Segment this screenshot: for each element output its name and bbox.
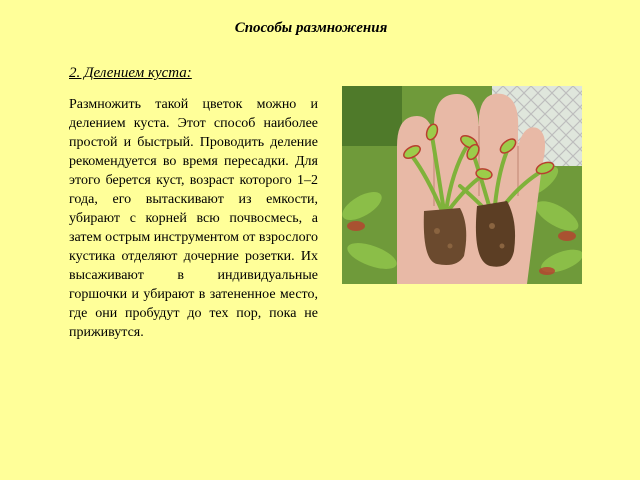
venus-flytrap-photo-icon (342, 86, 582, 284)
slide-title: Способы размножения (234, 20, 388, 36)
body-paragraph: Размножить такой цветок можно и делением куста. Этот способ наиболее простой и быстрый. Проводить деление рекомендуется во время пересадки. Для этого берется куст, возраст которого 1–2 года, его вытаскивают из емкости, убирают с корней всю почвосмесь, а затем острым инструментом от взрослого кустика отделяют дочерние розетки. Их высаживают в индивидуальные горшочки и убирают в затененное место, где они пробудут до тех пор, пока не приживутся. (69, 97, 318, 340)
plant-photo (342, 86, 582, 284)
section-heading: 2. Делением куста: (69, 65, 192, 81)
